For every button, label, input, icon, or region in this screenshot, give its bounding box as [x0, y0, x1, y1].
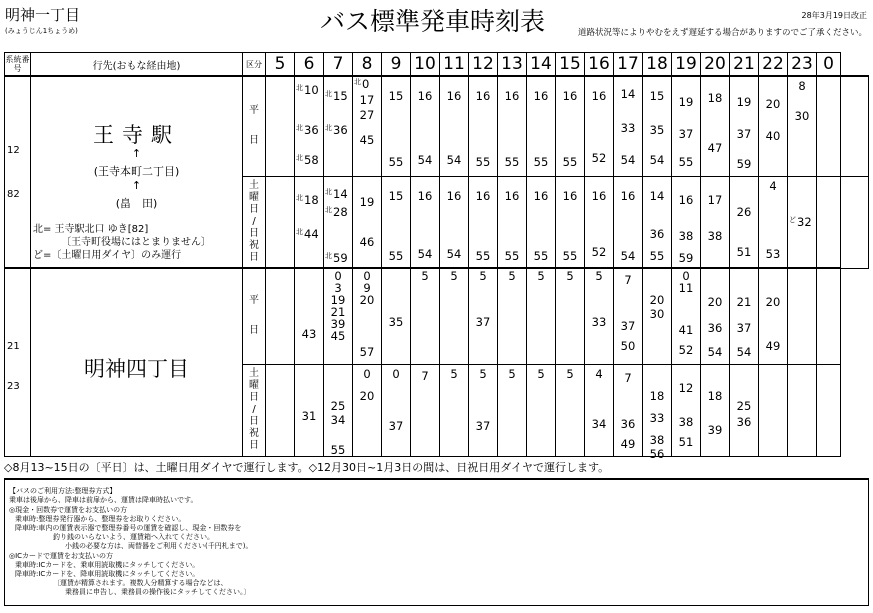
- time-cell: 18 39: [701, 364, 730, 456]
- time-cell: 15 55: [382, 76, 411, 176]
- info-line: 降車時:ICカードを、降車用読取機にタッチしてください。: [15, 570, 200, 578]
- info-line: 乗車時:ICカードを、乗車用読取機にタッチしてください。: [15, 561, 200, 569]
- revision-date: 28年3月19日改正: [801, 11, 867, 20]
- time-cell: 20 49: [759, 268, 788, 364]
- delay-notice: 道路状況等によりやむをえず遅延する場合がありますのでご了承ください。: [577, 28, 867, 38]
- info-line: ◎ICカードで運賃をお支払いの方: [9, 552, 114, 560]
- time-cell: 19 37 55: [672, 76, 701, 176]
- time-cell: 12 38 51: [672, 364, 701, 456]
- hour-header: 20: [701, 53, 730, 77]
- hour-header: 22: [759, 53, 788, 77]
- hour-header: 6: [295, 53, 324, 77]
- hour-header: 21: [730, 53, 759, 77]
- info-line: 小銭の必要な方は、両替器をご利用ください(千円札まで)。: [65, 542, 253, 550]
- hour-header: 5: [266, 53, 295, 77]
- time-cell: $^北$18 $^北$44: [295, 176, 324, 268]
- time-cell: 16 54: [614, 176, 643, 268]
- time-cell: 5: [498, 268, 527, 364]
- time-cell: 0 37: [382, 364, 411, 456]
- hour-header: 0: [817, 53, 841, 77]
- time-cell: 25 36: [730, 364, 759, 456]
- time-cell: 7 37 50: [614, 268, 643, 364]
- time-cell: 7: [411, 364, 440, 456]
- time-cell: 19 46: [353, 176, 382, 268]
- hour-header: 12: [469, 53, 498, 77]
- time-cell: 5 33: [585, 268, 614, 364]
- time-cell: 16 52: [585, 176, 614, 268]
- info-line: ◎現金・回数券で運賃をお支払いの方: [9, 506, 128, 514]
- time-cell: 26 51: [730, 176, 759, 268]
- hour-header: 7: [324, 53, 353, 77]
- time-cell: 19 37 59: [730, 76, 759, 176]
- hour-header: 18: [643, 53, 672, 77]
- hour-header: 10: [411, 53, 440, 77]
- time-cell: 16 52: [585, 76, 614, 176]
- time-cell: $^北$0 17 27 45: [353, 76, 382, 176]
- time-cell: 16 55: [556, 176, 585, 268]
- time-cell: 15 55: [382, 176, 411, 268]
- time-cell: 5 37: [469, 364, 498, 456]
- fare-info-box: [4, 478, 869, 606]
- time-cell: 43: [295, 268, 324, 364]
- time-cell: 25 34 55: [324, 364, 353, 456]
- time-cell: 4 34: [585, 364, 614, 456]
- time-cell: 16 38 59: [672, 176, 701, 268]
- time-cell: 20 30: [643, 268, 672, 364]
- info-line: 乗車は後扉から、降車は前扉から、運賃は降車時払いです。: [9, 496, 198, 504]
- time-cell: 4 53: [759, 176, 788, 268]
- route-number-header: 系統番号: [5, 53, 31, 77]
- time-cell: 16 54: [411, 176, 440, 268]
- hour-header: 13: [498, 53, 527, 77]
- time-cell: 0 20: [353, 364, 382, 456]
- time-cell: 8 30: [788, 76, 817, 176]
- time-cell: 0 3 19 21 39 45: [324, 268, 353, 364]
- time-cell: 0 11 41 52: [672, 268, 701, 364]
- time-cell: 5: [527, 364, 556, 456]
- holiday-schedule-note: ◇8月13~15日の〔平日〕は、土曜日用ダイヤで運行します。◇12月30日~1月3日の間は、日祝日用ダイヤで運行します。: [4, 461, 610, 474]
- destination-cell: 王寺駅 ↑ (王寺本町二丁目) ↑ (畠 田) 北= 王寺駅北口 ゆき[82] 〔王寺町役場にはとまりません〕 ど=〔土曜日用ダイヤ〕のみ運行: [31, 76, 243, 268]
- time-cell: 35: [382, 268, 411, 364]
- timetable-grid: [4, 52, 869, 461]
- time-cell: 14 36 55: [643, 176, 672, 268]
- info-line: 釣り銭のいらないよう、運賃箱へ入れてください。: [53, 533, 214, 541]
- time-cell: $^ど$32: [788, 176, 817, 268]
- route-number: 21 23: [5, 268, 31, 456]
- time-cell: 17 38: [701, 176, 730, 268]
- time-cell: 18 47: [701, 76, 730, 176]
- time-cell: 16 55: [498, 76, 527, 176]
- time-cell: 5: [411, 268, 440, 364]
- day-type-holiday: 土 曜 日 / 日 祝 日: [243, 176, 266, 268]
- time-cell: 5: [498, 364, 527, 456]
- time-cell: 18 33 38 56: [643, 364, 672, 456]
- time-cell: 5: [440, 268, 469, 364]
- info-line: 乗務員に申告し、乗務員の操作後にタッチしてください。〕: [65, 588, 251, 596]
- info-line: 降車時:車内の運賃表示器で整理券番号の運賃を確認し、現金・回数券を: [15, 524, 242, 532]
- time-cell: 5: [556, 268, 585, 364]
- time-cell: 16 55: [527, 176, 556, 268]
- time-cell: 16 55: [527, 76, 556, 176]
- hour-header: 15: [556, 53, 585, 77]
- time-cell: 20 40: [759, 76, 788, 176]
- time-cell: $^北$14 $^北$28 $^北$59: [324, 176, 353, 268]
- hour-header: 9: [382, 53, 411, 77]
- destination-header: 行先(おもな経由地): [31, 53, 243, 77]
- hour-header: 23: [788, 53, 817, 77]
- hour-header: 8: [353, 53, 382, 77]
- time-cell: 31: [295, 364, 324, 456]
- info-line: 〔運賃が精算されます。複数人分精算する場合などは、: [53, 579, 228, 587]
- time-cell: 5: [527, 268, 556, 364]
- hour-header: 14: [527, 53, 556, 77]
- day-type-weekday: 平 日: [243, 76, 266, 176]
- time-cell: 20 36 54: [701, 268, 730, 364]
- info-line: 乗車時:整理券発行器から、整理券をお取りください。: [15, 515, 186, 523]
- day-type-weekday: 平 日: [243, 268, 266, 364]
- time-cell: 16 54: [440, 176, 469, 268]
- time-cell: 15 35 54: [643, 76, 672, 176]
- destination-cell: 明神四丁目: [31, 268, 243, 456]
- page-title: バス標準発車時刻表: [320, 7, 546, 36]
- info-line: 【バスのご利用方法:整理券方式】: [9, 487, 117, 495]
- time-cell: 16 55: [556, 76, 585, 176]
- time-cell: 5 37: [469, 268, 498, 364]
- time-cell: 16 55: [498, 176, 527, 268]
- day-type-holiday: 土 曜 日 / 日 祝 日: [243, 364, 266, 456]
- time-cell: 14 33 54: [614, 76, 643, 176]
- time-cell: 5: [440, 364, 469, 456]
- time-cell: 16 54: [440, 76, 469, 176]
- stop-reading: (みょうじん1ちょうめ): [5, 27, 78, 35]
- kubun-header: 区分: [243, 53, 266, 77]
- hour-header: 17: [614, 53, 643, 77]
- time-cell: $^北$15 $^北$36: [324, 76, 353, 176]
- time-cell: 21 37 54: [730, 268, 759, 364]
- hour-header: 19: [672, 53, 701, 77]
- time-cell: 7 36 49: [614, 364, 643, 456]
- time-cell: $^北$10 $^北$36 $^北$58: [295, 76, 324, 176]
- hour-header: 11: [440, 53, 469, 77]
- hour-header: 16: [585, 53, 614, 77]
- time-cell: 16 55: [469, 176, 498, 268]
- route-number: 12 82: [5, 76, 31, 268]
- time-cell: 16 55: [469, 76, 498, 176]
- stop-name: 明神一丁目: [5, 6, 81, 24]
- time-cell: 16 54: [411, 76, 440, 176]
- time-cell: 0 9 20 57: [353, 268, 382, 364]
- time-cell: 5: [556, 364, 585, 456]
